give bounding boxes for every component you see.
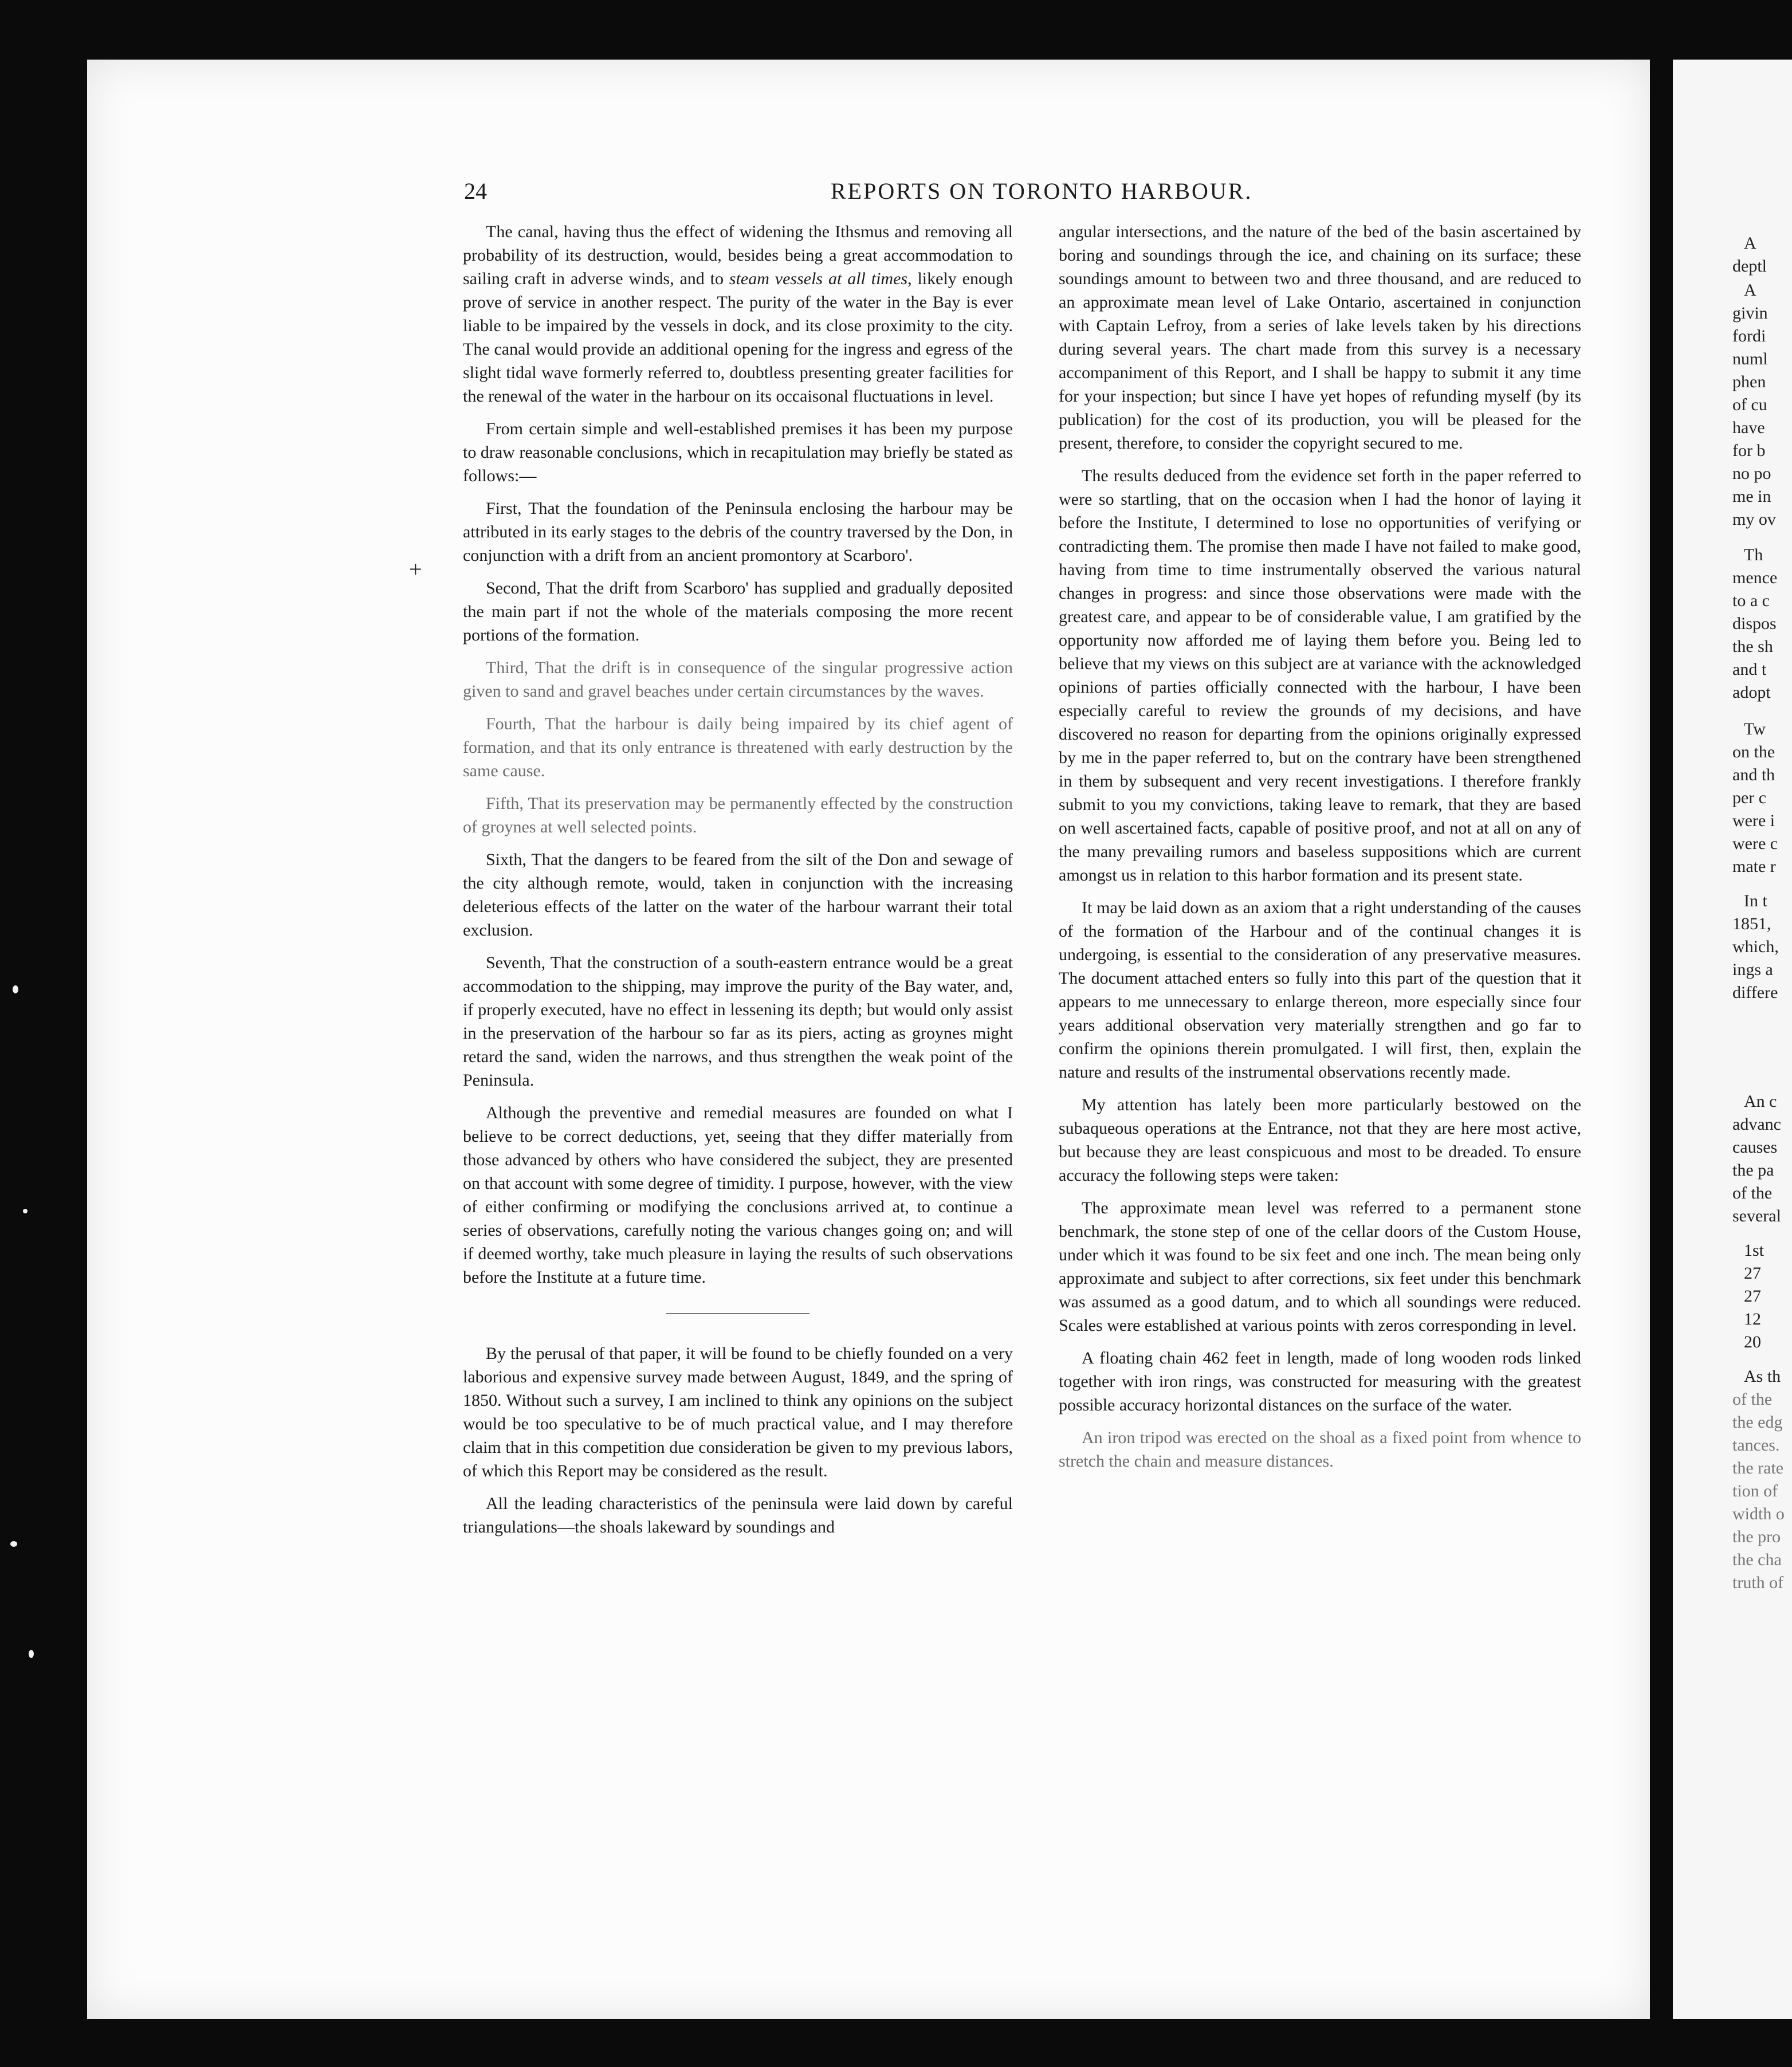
adjacent-page-fragment: mence (1732, 568, 1778, 587)
scan-speck (23, 1209, 27, 1213)
adjacent-page-fragment: tion of (1732, 1482, 1778, 1500)
paragraph (463, 220, 1013, 408)
scan-speck (10, 1541, 17, 1547)
adjacent-page-fragment: were i (1732, 811, 1775, 830)
paragraph: Third, That the drift is in consequence of the singular progressive action given to sand and gravel beaches under certain circumstances by the waves. (463, 658, 1013, 701)
adjacent-page-fragment: the pro (1732, 1527, 1781, 1546)
paragraph: Fourth, That the harbour is daily being impaired by its chief agent of formation, and that its only entrance is threatened with early destruction by the same cause. (463, 714, 1013, 780)
paragraph: From certain simple and well-established premises it has been my purpose to draw reasonable conclusions, which in recapitulation may briefly be stated as follows:— (463, 419, 1013, 485)
adjacent-page-fragment: which, (1732, 937, 1779, 956)
adjacent-page-fragment: givin (1732, 304, 1768, 323)
italic-text: steam vessels at all times (729, 269, 908, 288)
page-header (464, 178, 1587, 210)
paragraph: Although the preventive and remedial measures are founded on what I believe to be correct deductions, yet, seeing that they differ materially from those advanced by others who have considered the subject, they are presented on that account with some degree of timidity. I purpose, however, with the view of either confirming or modifying the conclusions arrived at, to continue a series of observations, carefully noting the various changes going on; and will if deemed worthy, take much pleasure in laying the results of such observations before the Institute at a future time. (463, 1103, 1013, 1287)
adjacent-page-fragment: truth of (1732, 1573, 1784, 1592)
adjacent-page-fragment: the pa (1732, 1161, 1774, 1180)
left-column (463, 220, 1013, 1548)
adjacent-page-fragment: the cha (1732, 1550, 1782, 1569)
running-title: REPORTS ON TORONTO HARBOUR. (831, 178, 1253, 204)
paragraph: First, That the foundation of the Peninsula enclosing the harbour may be attributed in its early stages to the debris of the country traversed by the Don, in conjunction with a drift from an ancient promontory at Scarboro'. (463, 499, 1013, 565)
scan-speck (29, 1650, 34, 1658)
adjacent-page-fragment: As th (1744, 1367, 1781, 1386)
paragraph: My attention has lately been more particularly bestowed on the subaqueous operations at the Entrance, not that they are here most active, but because they are least conspicuous and most to be dreaded. To ensure accuracy the following steps were taken: (1059, 1095, 1581, 1185)
paragraph: An iron tripod was erected on the shoal as a fixed point from whence to stretch the chain and measure distances. (1059, 1428, 1581, 1471)
adjacent-page-fragment: mate r (1732, 857, 1776, 876)
adjacent-page-edge (1673, 60, 1792, 2019)
paragraph: It may be laid down as an axiom that a right understanding of the causes of the formation of the Harbour and of the continual changes it is undergoing, is essential to the consideration of any preservative measures. The document attached enters so fully into this part of the question that it appears to me unnecessary to enlarge thereon, more especially since four years additional observation very materially strengthen and go far to confirm the opinions therein promulgated. I will first, then, explain the nature and results of the instrumental observations recently made. (1059, 898, 1581, 1082)
paragraph: Sixth, That the dangers to be feared from the silt of the Don and sewage of the city although remote, would, taken in conjunction with the increasing deleterious effects of the latter on the water of the harbour warrant their total exclusion. (463, 850, 1013, 940)
adjacent-page-fragment: causes (1732, 1138, 1778, 1157)
section-rule (666, 1313, 809, 1314)
paragraph-text: The canal, having thus the effect of widening the Ithsmus and removing all probability of its destruction, would, besides being a great accommodation to sailing craft in adverse winds, and to (463, 222, 1013, 288)
adjacent-page-fragment: me in (1732, 487, 1771, 506)
adjacent-page-fragment: 20 (1744, 1333, 1761, 1351)
adjacent-page-fragment: of the (1732, 1390, 1773, 1409)
adjacent-page-fragment: numl (1732, 349, 1768, 368)
adjacent-page-fragment: advanc (1732, 1115, 1781, 1134)
adjacent-page-fragment: and t (1732, 660, 1767, 679)
adjacent-page-fragment: to a c (1732, 591, 1770, 610)
adjacent-page-fragment: width o (1732, 1504, 1785, 1523)
paragraph: The results deduced from the evidence set forth in the paper referred to were so startling, that on the occasion when I had the honor of laying it before the Institute, I determined to lose no opportunities of verifying or contradicting them. The promise then made I have not failed to make good, having from time to time instrumentally observed the various natural changes in progress: and since those observations were made with the greatest care, and appear to be of considerable value, I am gratified by the opportunity now afforded me of laying them before you. Being led to believe that my views on this subject are at variance with the acknowledged opinions of parties officially connected with the harbour, I have been especially careful to review the grounds of my decisions, and have discovered no reason for departing from the opinions originally expressed by me in the paper referred to, but on the contrary have been strengthened in them by subsequent and very recent investigations. I therefore frankly submit to you my convictions, taking leave to remark, that they are based on well ascertained facts, capable of positive proof, and not at all on any of the many prevailing rumors and baseless suppositions which are current amongst us in relation to this harbor formation and its present state. (1059, 466, 1581, 885)
page-number: 24 (464, 178, 487, 204)
adjacent-page-fragment: adopt (1732, 683, 1771, 702)
adjacent-page-fragment: the edg (1732, 1413, 1783, 1432)
adjacent-page-fragment: fordi (1732, 327, 1766, 345)
adjacent-page-fragment: were c (1732, 834, 1778, 853)
paragraph-text: , likely enough prove of service in another respect. The purity of the water in the Bay is ever liable to be impaired by the vessels in dock, and its close proximity to the city. The canal would provide an additional opening for the ingress and egress of the slight tidal wave formerly referred to, doubtless presenting greater facilities for the renewal of the water in the harbour on its occaisonal fluctuations in level. (463, 269, 1013, 406)
paragraph: By the perusal of that paper, it will be found to be chiefly founded on a very laborious and expensive survey made between August, 1849, and the spring of 1850. Without such a survey, I am inclined to think any opinions on the subject would be too speculative to be of much practical value, and I may therefore claim that in this competition due consideration be given to my previous labors, of which this Report may be considered as the result. (463, 1344, 1013, 1480)
adjacent-page-fragment: on the (1732, 742, 1775, 761)
adjacent-page-fragment: of cu (1732, 395, 1767, 414)
adjacent-page-fragment: Tw (1744, 720, 1766, 738)
adjacent-page-fragment: ings a (1732, 960, 1773, 979)
margin-mark: + (409, 556, 422, 582)
adjacent-page-fragment: per c (1732, 788, 1767, 807)
adjacent-page-fragment: A (1744, 281, 1756, 300)
paragraph: Seventh, That the construction of a south-eastern entrance would be a great accommodation to the shipping, may improve the purity of the Bay water, and, if properly executed, have no effect in lessening its depth; but would only assist in the preservation of the harbour so far as its piers, acting as groynes might retard the sand, widen the narrows, and thus strengthen the weak point of the Peninsula. (463, 953, 1013, 1090)
paragraph: Fifth, That its preservation may be permanently effected by the construction of groynes at well selected points. (463, 794, 1013, 836)
adjacent-page-fragment: my ov (1732, 510, 1776, 529)
paragraph: angular intersections, and the nature of the bed of the basin ascertained by boring and soundings through the ice, and chaining on its surface; these soundings amount to between two and three thousand, and are reduced to an approximate mean level of Lake Ontario, ascertained in conjunction with Captain Lefroy, from a series of lake levels taken by his directions during several years. The chart made from this survey is a necessary accompaniment of this Report, and I shall be happy to submit it any time for your inspection; but since I have yet hopes of refunding myself (by its publication) for the cost of its production, you will be pleased for the present, therefore, to consider the copyright secured to me. (1059, 222, 1581, 453)
adjacent-page-fragment: have (1732, 418, 1765, 437)
paragraph: A floating chain 462 feet in length, made of long wooden rods linked together with iron rings, was constructed for measuring with the greatest possible accuracy horizontal distances on the surface of the water. (1059, 1349, 1581, 1414)
adjacent-page-fragment: 12 (1744, 1310, 1761, 1329)
adjacent-page-fragment: Th (1744, 545, 1763, 564)
adjacent-page-fragment: the rate (1732, 1459, 1784, 1477)
adjacent-page-fragment: no po (1732, 464, 1771, 483)
adjacent-page-fragment: for b (1732, 441, 1766, 460)
adjacent-page-fragment: phen (1732, 372, 1766, 391)
adjacent-page-fragment: of the (1732, 1184, 1773, 1203)
adjacent-page-fragment: 1851, (1732, 914, 1771, 933)
adjacent-page-fragment: In t (1744, 891, 1767, 910)
adjacent-page-fragment: differe (1732, 983, 1778, 1002)
adjacent-page-fragment: deptl (1732, 257, 1767, 276)
adjacent-page-fragment: dispos (1732, 614, 1777, 633)
adjacent-page-fragment: 1st (1744, 1241, 1765, 1260)
adjacent-page-fragment: several (1732, 1207, 1781, 1225)
adjacent-page-fragment: A (1744, 234, 1756, 253)
adjacent-page-fragment: and th (1732, 765, 1775, 784)
adjacent-page-fragment: tances. (1732, 1436, 1780, 1455)
adjacent-page-fragment: 27 (1744, 1264, 1761, 1283)
scan-speck (13, 985, 18, 993)
paragraph: The approximate mean level was referred to a permanent stone benchmark, the stone step of one of the cellar doors of the Custom House, under which it was found to be six feet and one inch. The mean being only approximate and subject to after corrections, six feet under this benchmark was assumed as a good datum, and to which all soundings were reduced. Scales were established at various points with zeros corresponding in level. (1059, 1198, 1581, 1335)
paragraph: Second, That the drift from Scarboro' has supplied and gradually deposited the main part if not the whole of the materials composing the more recent portions of the formation. (463, 579, 1013, 645)
adjacent-page-fragment: the sh (1732, 637, 1773, 656)
adjacent-page-fragment: An c (1744, 1092, 1777, 1111)
paragraph: All the leading characteristics of the peninsula were laid down by careful triangulations—the shoals lakeward by soundings and (463, 1494, 1013, 1537)
adjacent-page-fragment: 27 (1744, 1287, 1761, 1306)
right-column (1059, 220, 1581, 1482)
